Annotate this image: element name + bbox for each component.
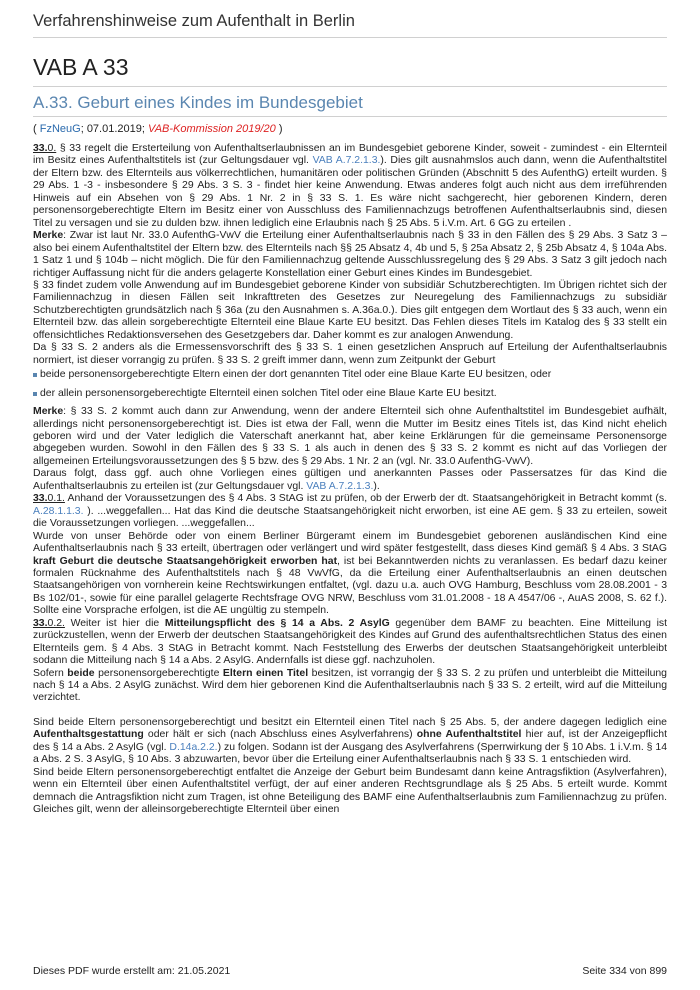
paragraph-asylum — [33, 717, 667, 767]
ref-link-d14a22[interactable]: D.14a.2.2. — [169, 741, 218, 753]
paragraph-33-0-2 — [33, 618, 667, 668]
paragraph-bold: Aufenthaltsgestattung — [33, 729, 144, 741]
footer-created-date: Dieses PDF wurde erstellt am: 21.05.2021 — [33, 965, 231, 977]
paragraph-text: Sind beide Eltern personensorgeberechtigt und besitzt ein Elternteil einen Titel nach § 25 Abs. 5, der andere dagegen lediglich eine — [33, 716, 667, 728]
paragraph-text: gegenüber dem BAMF zu beachten. Eine Mitteilung ist zurückzustellen, wenn der Erwerb der deutschen Staatsangehörigkeit des Kindes auf Grund des aufenthaltsrechtlichen Status des einen Elternteils gem. § 4 Abs. 3 StAG in Betracht kommt. Nach Feststellung des Erwerbs der deutschen Staatsangehörigkeit unterbleibt sodann die Mitteilung nach § 14 a Abs. 2 AsylG. Andernfalls ist diese ggf. nachzuholen. — [33, 617, 668, 667]
paragraph-text: ). ...weggefallen... Hat das Kind die deutsche Staatsangehörigkeit nicht erworben, ist eine AE gem. § 33 zu erteilen, soweit die Voraussetzungen vorliegen. ...weggefallen... — [33, 505, 667, 530]
paragraph-text: : Zwar ist laut Nr. 33.0 AufenthG-VwV die Erteilung einer Aufenthaltserlaubnis nach § 33 in den Fällen des § 29 Abs. 3 Satz 3 – also bei einem Aufenthaltstitel der Eltern bzw. des Elternteils nach §§ 25 Absatz 4, 4b und 5, § 25a Absatz 2, § 25b Absatz 4, § 104a Abs. 1 Satz 1 und § 104b – nicht möglich. Die für den Familiennachzug geltende Ausschlussregelung des § 29 Abs. 3 Satz 3 gilt jedoch nach richtiger Auffassung nicht für die anders gelagerte Konstellation einer Geburt eines Kindes im Bundesgebiet. — [33, 230, 667, 279]
paragraph-bold: beide — [67, 667, 95, 679]
list-item — [33, 388, 667, 400]
paragraph-33-0 — [33, 143, 667, 230]
paragraph-subsidiary: § 33 findet zudem volle Anwendung auf im Bundesgebiet geborene Kinder von subsidiär Schutzberechtigten. Im Übrigen richtet sich der Familiennachzug in diesen Fällen seit Inkrafttreten des Gesetzes zur Neuregelung des Familiennachzugs zu subsidiär Schutzberechtigten grundsätzlich nach § 36a (zu den Ausnahmen s. A.36a.0.). Dies gilt entgegen dem Wortlaut des § 33 auch, wenn ein Elternteil bzw. das allein sorgeberechtigte Elternteil eine Blaue Karte EU besitzt. Das Fehlen dieses Titels im Katalog des § 33 stellt ein offensichtliches Redaktionsversehen des Gesetzgebers dar. Daher kommt es zur analogen Anwendung. — [33, 279, 667, 341]
para-number: 33. — [33, 143, 48, 154]
paragraph-gap — [33, 705, 667, 717]
paragraph-bold: ohne Aufenthaltstitel — [416, 729, 522, 741]
paragraph-bold: Mitteilungspflicht des § 14 a Abs. 2 AsylG — [164, 617, 390, 629]
para-number: 33. — [33, 493, 48, 505]
site-title: Verfahrenshinweise zum Aufenthalt in Berlin — [33, 12, 355, 30]
note-label: Merke — [33, 230, 64, 242]
paragraph-text: : § 33 S. 2 kommt auch dann zur Anwendung, wenn der andere Elternteil sich ohne Aufenthaltstitel im Bundesgebiet aufhält, allerdings nicht personensorgeberechtigt ist. Dies ist etwa der Fall, wenn die Mutter im Besitz eines Titels ist, das Kind nicht ehelich geboren wird und der Vater lediglich die Vaterschaft anerkannt hat, aber keine Erklärungen für die gemeinsame Personensorge abgegeben wurden. Sowohl in den Fällen des § 33 S. 1 als auch in denen des § 33 S. 2 kommt es nicht auf das Vorliegen der allgemeinen Erteilungsvoraussetzungen des § 5 bzw. des § 29 Abs. 1 Nr. 2 an (vgl. Nr. 33.0 AufenthG-VwV). — [33, 406, 667, 467]
paragraph-text: personensorgeberechtigte — [94, 667, 223, 679]
paragraph-text: hier auf, ist der Anzeigepflicht des § 14 a Abs. 2 AsylG (vgl. — [33, 729, 667, 753]
paragraph-text: oder hält er sich (nach Abschluss eines Asylverfahrens) — [143, 729, 417, 741]
ref-link-a28113[interactable]: A.28.1.1.3. — [33, 505, 84, 517]
para-subnumber: 0.1. — [47, 493, 65, 505]
note-label: Merke — [33, 406, 64, 418]
paragraph-text: Sofern — [33, 667, 68, 679]
paragraph-text: ) zu folgen. Sodann ist der Ausgang des Asylverfahrens (Sperrwirkung der § 10 Abs. 1 i.V.m. § 14 a Abs. 2 S. 3 AsylG, § 10 Abs. 3 abzuwarten, bevor über die Erteilung einer Aufenthaltserlaubnis nach § 33 S. 1 entschieden wird. — [33, 741, 668, 766]
ref-link-vab-a7213[interactable]: VAB A.7.2.1.3. — [312, 155, 381, 167]
paragraph-bold: kraft Geburt die deutsche Staatsangehörigkeit erworben hat — [33, 555, 338, 567]
para-subnumber: 0. — [47, 143, 57, 154]
paragraph-citizenship — [33, 531, 667, 618]
meta-close: ) — [275, 123, 283, 135]
paragraph-fiction: Sind beide Eltern personensorgeberechtigt entfaltet die Anzeige der Geburt beim Bundesamt dann keine Antragsfiktion (Asylverfahren), wenn ein Elternteil über einen Aufenthaltstitel verfügt, der auf einer anderen Rechtsgrundlage als § 25 Abs. 5 erteilt wurde. Kommt demnach die Antragsfiktion nicht zum Tragen, ist ohne Beteiligung des BAMF eine Aufenthaltserlaubnis zum Familiennachzug zu prüfen. Gleiches gilt, wenn der alleinsorgeberechtigte Elternteil über einen — [33, 766, 667, 816]
paragraph-passport — [33, 468, 667, 493]
para-number: 33. — [33, 617, 48, 629]
title-divider — [33, 86, 667, 87]
document-meta — [33, 123, 283, 135]
list-item-text: beide personensorgeberechtigte Eltern einen der dort genannten Titel oder eine Blaue Karte EU besitzen, oder — [40, 369, 552, 381]
paragraph-text: ). — [373, 480, 380, 492]
meta-date: ; 07.01.2019; — [80, 123, 148, 135]
section-title: A.33. Geburt eines Kindes im Bundesgebiet — [33, 93, 363, 112]
paragraph-text: Wurde von unser Behörde oder von einem Berliner Bürgeramt einem im Bundesgebiet geborenen ausländischen Kind eine Aufenthaltserlaubnis nach § 33 erteilt, übertragen oder verlängert und wird später festgestellt, dass dieses Kind gemäß § 4 Abs. 3 StAG — [33, 530, 667, 555]
ref-link-vab-a7213-2[interactable]: VAB A.7.2.1.3. — [306, 480, 374, 492]
paragraph-priority: Da § 33 S. 2 anders als die Ermessensvorschrift des § 33 S. 1 einen gesetzlichen Anspruch auf Erteilung der Aufenthaltserlaubnis normiert, ist dieser vorrangig zu prüfen. § 33 S. 2 greift immer dann, wenn zum Zeitpunkt der Geburt — [33, 342, 667, 366]
paragraph-text: § 33 regelt die Ersterteilung von Aufenthaltserlaubnissen an im Bundesgebiet geborene Kinder, soweit - zumindest - ein Elternteil im Besitz eines Aufenthaltstitels ist (zur Geltungsdauer vgl. — [33, 143, 667, 167]
paragraph-both-parents — [33, 668, 667, 705]
paragraph-bold: Eltern einen Titel — [222, 667, 309, 679]
document-body — [33, 143, 667, 817]
para-subnumber: 0.2. — [47, 617, 65, 629]
paragraph-text: Weiter ist hier die — [64, 617, 165, 629]
section-divider — [33, 116, 667, 117]
bullet-icon — [33, 373, 37, 377]
list-item-text: der allein personensorgeberechtigte Elternteil einen solchen Titel oder eine Blaue Karte EU besitzt. — [40, 387, 497, 399]
paragraph-text: ). Dies gilt ausnahmslos auch dann, wenn die Aufenthaltstitel der Eltern bzw. des Elternteils aus völkerrechtlichen, humanitären oder politischen Gründen (Abschnitt 5 des AufenthG) erteilt wurden. § 29 Abs. 1 -3 - insbesondere § 29 Abs. 3 S. 3 - findet hier keine Anwendung. Etwas anderes folgt auch nicht aus dem irreführenden Hinweis auf ein Absehen von § 29 Abs. 1 Nr. 2 in § 33 S. 1. Es wäre nicht sachgerecht, hier geborenen Kindern, deren personensorgeberechtigte Eltern im Besitz einer von Ausschluss des Familiennachzugs betroffenen Aufenthaltserlaubnis sind, diesen Titel zu versagen und sie zu dulden bzw. ihnen lediglich eine Erlaubnis nach § 25 Abs. 5 i.V.m. Art. 6 GG zu erteilen . — [33, 155, 667, 229]
paragraph-text: besitzen, ist vorrangig der § 33 S. 2 zu prüfen und unterbleibt die Mitteilung nach § 14 a Abs. 2 AsylG zunächst. Wird dem hier geborenen Kind die Aufenthaltserlaubnis nach § 33 S. 2 erteilt, wird auf die Mitteilung verzichtet. — [33, 667, 667, 704]
document-title: VAB A 33 — [33, 54, 129, 80]
paragraph-text: Daraus folgt, dass ggf. auch ohne Vorliegen eines gültigen und anerkannten Passes oder Passersatzes für das Kind die Aufenthaltserlaubnis zu erteilen ist (zur Geltungsdauer vgl. — [33, 468, 667, 492]
paragraph-text: , ist bei Bekanntwerden nichts zu veranlassen. Es bedarf dazu keiner formalen Rücknahme des Aufenthaltstitels nach § 48 VwVfG, da die Erteilung einer Aufenthaltserlaubnis an einen deutschen Staatsangehörigen von vornherein keine Rechtswirkungen entfaltet, (vgl. dazu u.a. auch OVG Hamburg, Beschluss vom 28.08.2001 - 3 Bs 102/01-, sowie für eine parallel gelagerte Rechtsfrage OVG NRW, Beschluss vom 31.01.2008 - 18 A 4547/06 -, AuAS 2008, S. 62 f.). Sollte eine Vorsprache erfolgen, ist die AE ungültig zu stempeln. — [33, 555, 667, 617]
paragraph-text: Anhand der Voraussetzungen des § 4 Abs. 3 StAG ist zu prüfen, ob der Erwerb der dt. Staatsangehörigkeit in Betracht kommt (s. — [64, 493, 667, 505]
footer-page-number: Seite 334 von 899 — [582, 965, 667, 977]
note-paragraph — [33, 230, 667, 280]
condition-list — [33, 369, 667, 400]
paragraph-33-0-1 — [33, 493, 667, 530]
bullet-icon — [33, 392, 37, 396]
note-paragraph — [33, 406, 667, 468]
header-divider — [33, 37, 667, 38]
list-item — [33, 369, 667, 381]
commission-label: VAB-Kommission 2019/20 — [147, 123, 276, 135]
meta-open: ( — [33, 123, 40, 135]
source-link[interactable]: FzNeuG — [39, 123, 81, 135]
